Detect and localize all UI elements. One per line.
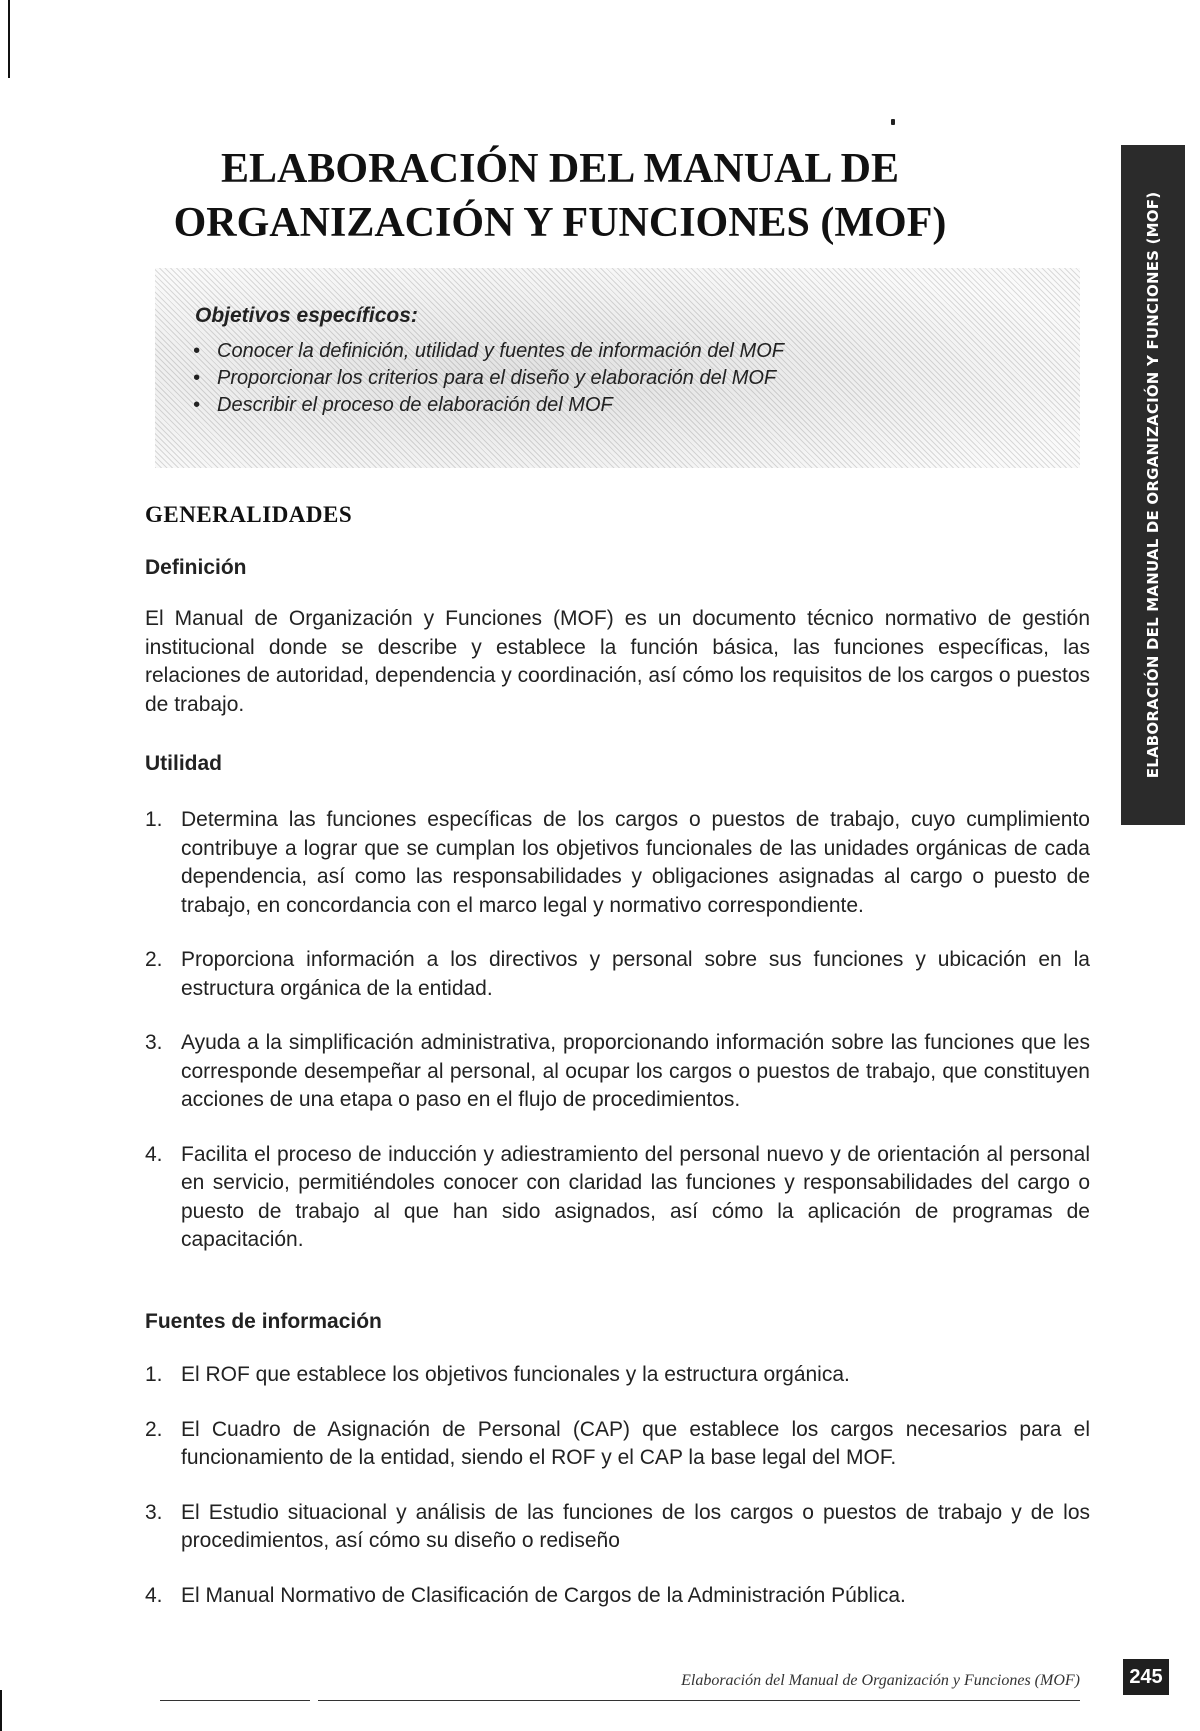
list-number: 2. <box>145 948 163 971</box>
chapter-side-tab <box>1121 145 1185 825</box>
list-item-text: El ROF que establece los objetivos funcionales y la estructura orgánica. <box>181 1363 850 1386</box>
running-footer: Elaboración del Manual de Organización y Funciones (MOF) <box>681 1672 1080 1689</box>
list-number: 4. <box>145 1142 163 1166</box>
list-item-text: Ayuda a la simplificación administrativa, proporcionando información sobre las funciones que les corresponde desempeñar al personal, al ocupar los cargos o puestos de trabajo, que constituyen acciones de una etapa o paso en el flujo de procedimientos. <box>181 1031 1090 1111</box>
list-item <box>145 1499 1090 1556</box>
list-item-text: Determina las funciones específicas de los cargos o puestos de trabajo, cuyo cumplimiento contribuye a lograr que se cumplan los objetivos funcionales de las unidades orgánicas de cada dependencia, así como las responsabilidades y obligaciones asignadas al cargo o puesto de trabajo, en concordancia con el marco legal y normativo correspondiente. <box>181 808 1090 917</box>
list-item <box>145 806 1090 920</box>
footer-rule <box>318 1700 1080 1701</box>
objective-text: Describir el proceso de elaboración del MOF <box>217 394 613 416</box>
footer-rule <box>160 1700 310 1701</box>
objective-item <box>193 365 784 392</box>
list-item <box>145 1029 1090 1115</box>
bullet-icon: • <box>193 394 201 416</box>
list-item-text: El Estudio situacional y análisis de las funciones de los cargos o puestos de trabajo y de los procedimientos, así cómo su diseño o rediseño <box>181 1500 1090 1552</box>
fuentes-list <box>145 1361 1090 1636</box>
list-item-text: El Cuadro de Asignación de Personal (CAP) que establece los cargos necesarios para el funcionamiento de la entidad, siendo el ROF y el CAP la base legal del MOF. <box>181 1417 1090 1469</box>
list-item-text: Proporciona información a los directivos y personal sobre sus funciones y ubicación en la estructura orgánica de la entidad. <box>181 948 1090 1000</box>
title-line-2: ORGANIZACIÓN Y FUNCIONES (MOF) <box>173 200 947 246</box>
objectives-box <box>155 268 1080 468</box>
definicion-paragraph: El Manual de Organización y Funciones (MOF) es un documento técnico normativo de gestión institucional donde se describe y establece la función básica, las funciones específicas, las relaciones de autoridad, dependencia y coordinación, así cómo los requisitos de los cargos o puestos de trabajo. <box>145 607 1090 716</box>
objective-item <box>193 338 784 365</box>
page-number: 245 <box>1123 1659 1169 1695</box>
list-item <box>145 1582 1090 1611</box>
scan-edge-mark-bottom <box>0 1690 2 1731</box>
objectives-list <box>193 338 784 419</box>
bullet-icon: • <box>193 367 201 389</box>
list-item-text: El Manual Normativo de Clasificación de Cargos de la Administración Pública. <box>181 1583 906 1607</box>
chapter-side-tab-label: ELABORACIÓN DEL MANUAL DE ORGANIZACIÓN Y FUNCIONES (MOF) <box>1144 191 1162 779</box>
objectives-heading: Objetivos específicos: <box>195 304 418 327</box>
scan-speck <box>891 119 895 125</box>
list-item-text: Facilita el proceso de inducción y adiestramiento del personal nuevo y de orientación al personal en servicio, permitiéndoles conocer con claridad las funciones y responsabilidades del cargo o puesto de trabajo al que han sido asignados, así cómo la aplicación de programas de capacitación. <box>181 1142 1090 1251</box>
subheading-fuentes: Fuentes de información <box>145 1310 382 1333</box>
list-item <box>145 1141 1090 1255</box>
objective-text: Proporcionar los criterios para el diseño y elaboración del MOF <box>217 367 777 389</box>
list-number: 1. <box>145 1363 163 1386</box>
utilidad-list <box>145 806 1090 1281</box>
scan-edge-mark <box>8 0 10 78</box>
list-number: 3. <box>145 1031 163 1054</box>
page-title <box>150 142 970 250</box>
bullet-icon: • <box>193 340 201 362</box>
list-item <box>145 946 1090 1003</box>
list-number: 3. <box>145 1500 163 1524</box>
subheading-definicion: Definición <box>145 556 247 579</box>
subheading-utilidad: Utilidad <box>145 752 222 775</box>
title-line-1: ELABORACIÓN DEL MANUAL DE <box>221 146 899 192</box>
list-item <box>145 1361 1090 1390</box>
objective-text: Conocer la definición, utilidad y fuentes de información del MOF <box>217 340 784 362</box>
objective-item <box>193 392 784 419</box>
list-item <box>145 1416 1090 1473</box>
list-number: 1. <box>145 808 163 831</box>
section-heading-generalidades: GENERALIDADES <box>145 502 353 527</box>
list-number: 4. <box>145 1583 163 1607</box>
list-number: 2. <box>145 1417 163 1441</box>
